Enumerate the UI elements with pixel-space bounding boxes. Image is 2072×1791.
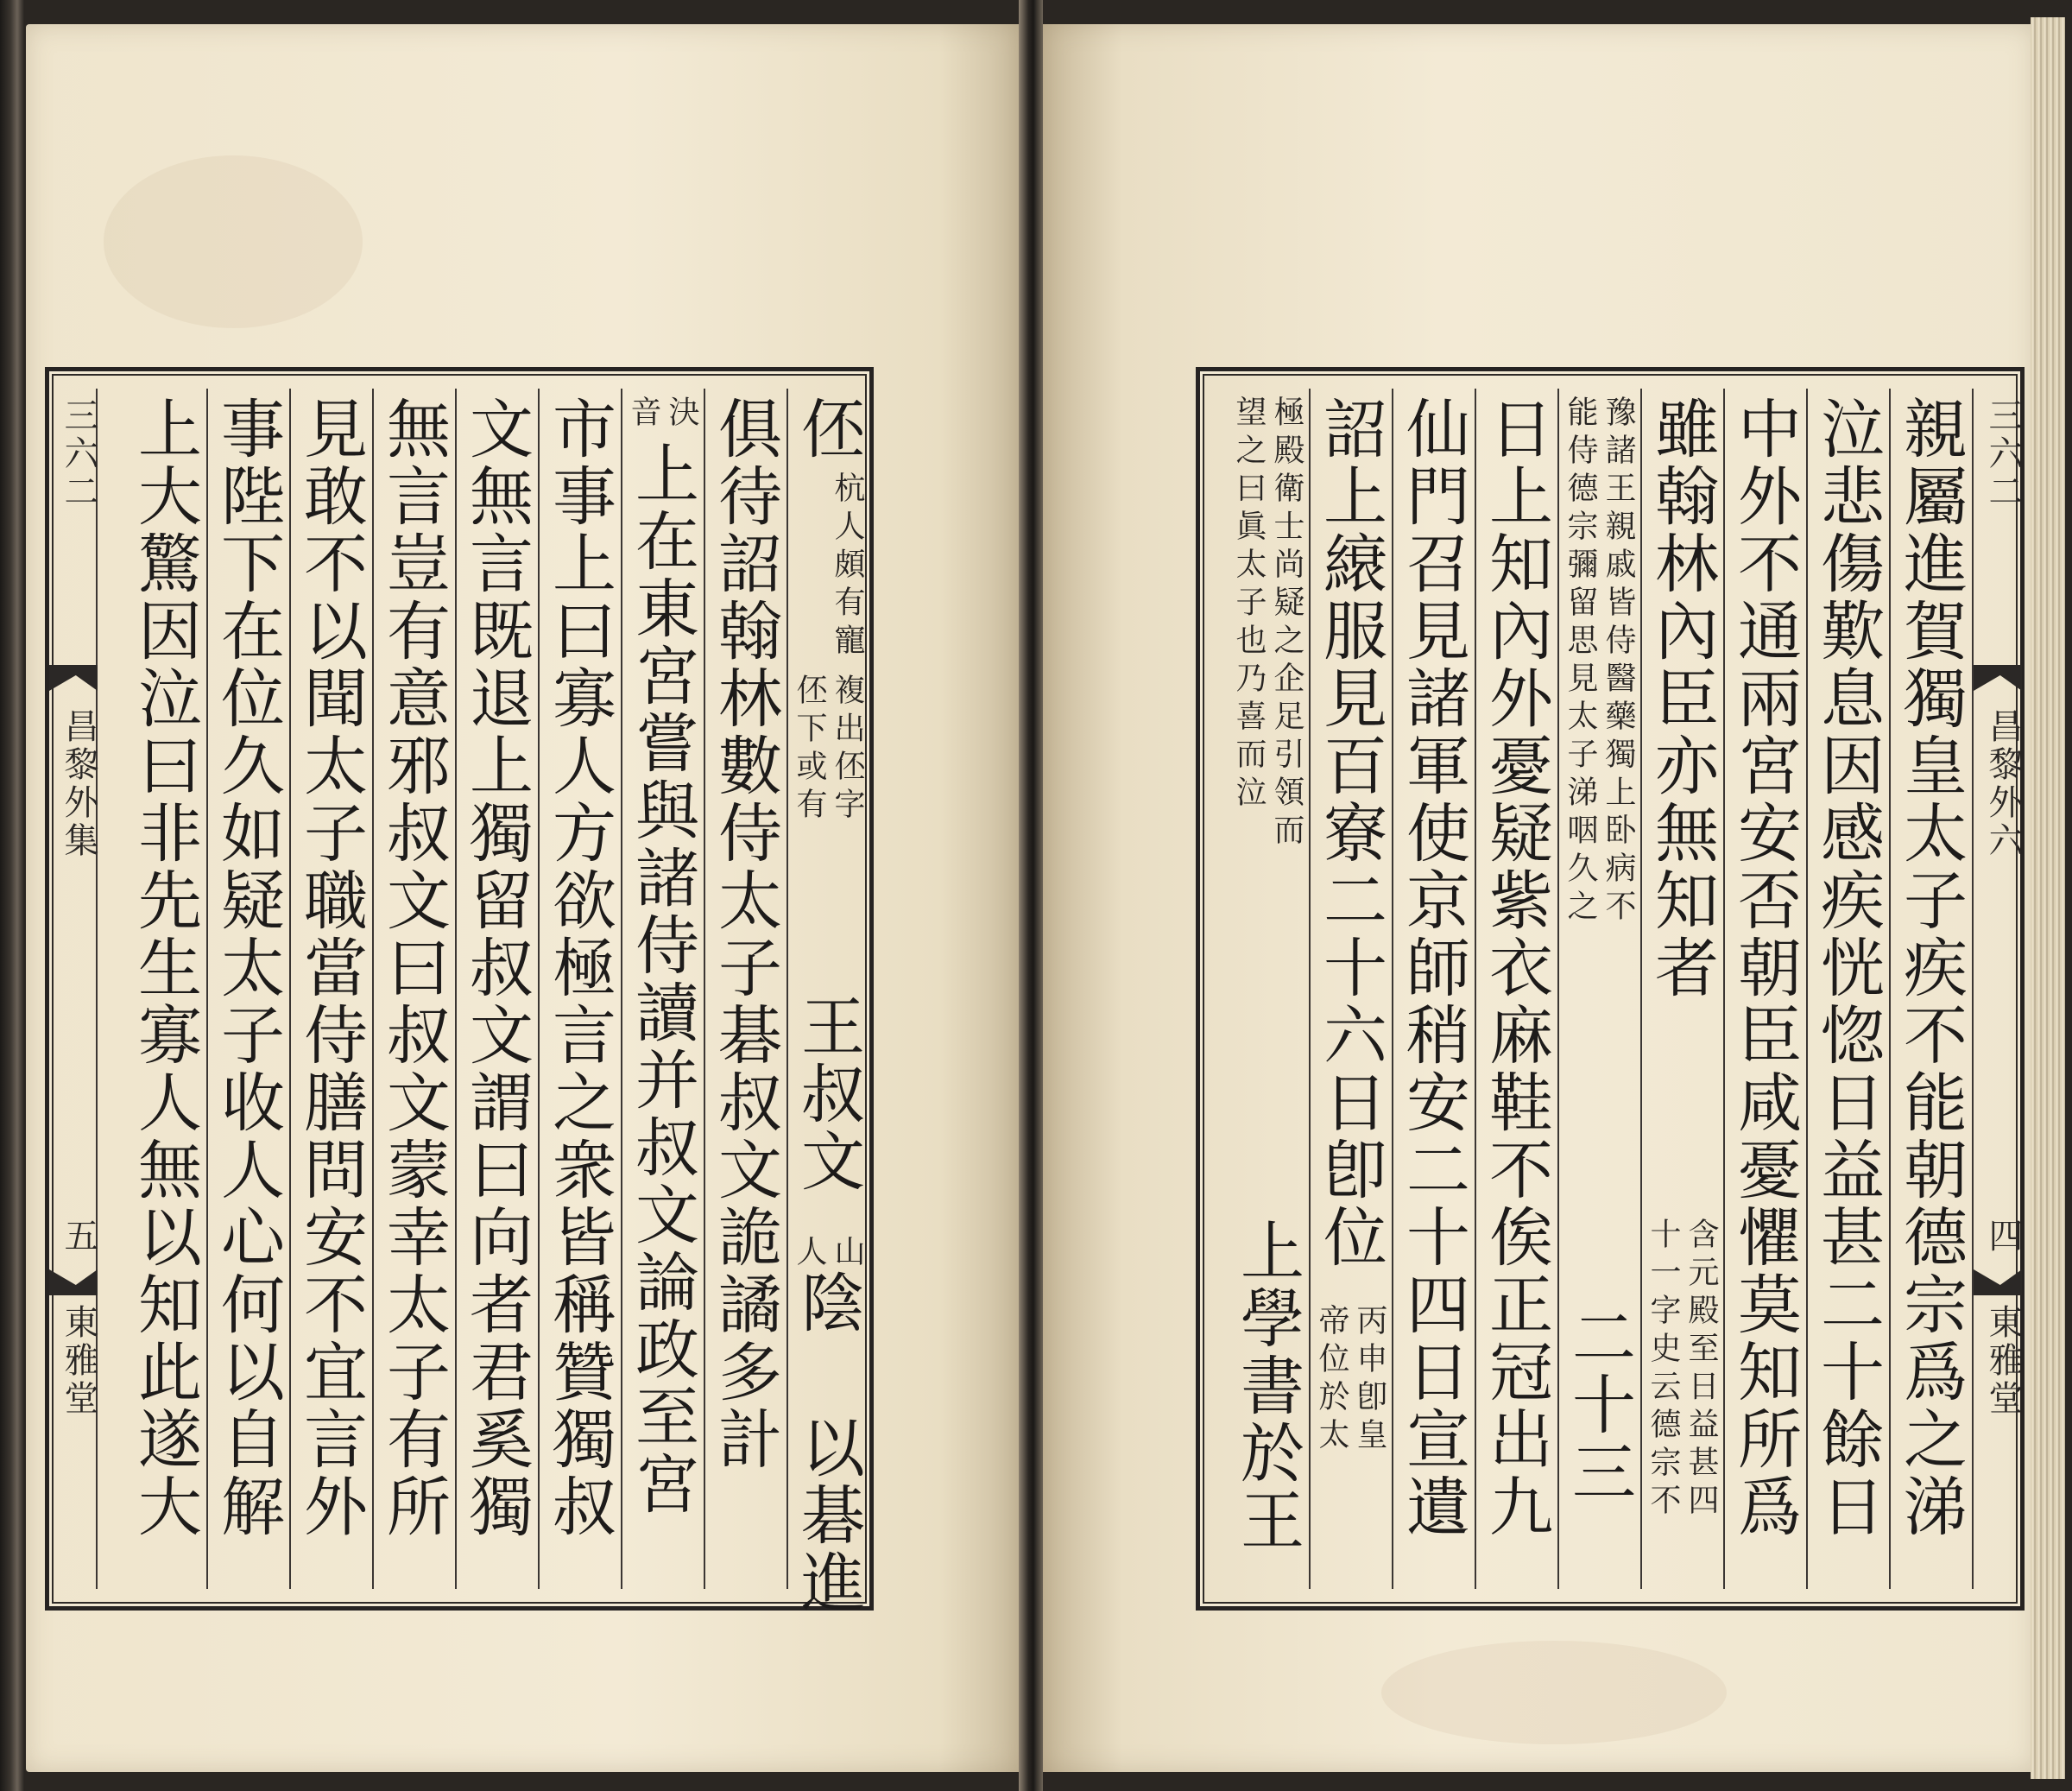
left-block-heart xyxy=(49,389,98,1589)
column-annotation: 複出伾字 xyxy=(830,674,865,826)
left-column-2 xyxy=(704,389,786,1589)
right-column-2 xyxy=(1806,389,1889,1589)
right-column-4 xyxy=(1640,389,1723,1589)
right-column-8 xyxy=(1309,389,1392,1589)
column-text: 雖翰林內臣亦無知者 xyxy=(1645,396,1719,1002)
paper-stain xyxy=(1381,1641,1727,1744)
left-heart-leaf-number: 五 xyxy=(59,1218,98,1256)
left-column-5 xyxy=(455,389,538,1589)
left-heart-studio: 東雅堂 xyxy=(59,1304,98,1418)
column-text: 事陛下在位久如疑太子收人心何以自解 xyxy=(211,396,285,1541)
right-heart-leaf-number: 四 xyxy=(1983,1218,2023,1256)
right-text-frame xyxy=(1196,367,2025,1611)
right-column-1 xyxy=(1889,389,1972,1589)
column-text: 無言豈有意邪叔文曰叔文蒙幸太子有所 xyxy=(376,396,451,1541)
column-annotation: 含元殿至日益甚四 xyxy=(1684,1218,1719,1522)
column-annotation: 丙申卽皇 xyxy=(1352,1304,1387,1456)
column-annotation: 杭人頗有寵 xyxy=(830,471,865,661)
column-text: 王叔文 xyxy=(791,993,865,1195)
column-text: 見敢不以聞太子職當侍膳問安不宜言外 xyxy=(294,396,368,1541)
column-text: 文無言既退上獨留叔文謂曰向者君奚獨 xyxy=(459,396,534,1541)
column-annotation: 伾下或有 xyxy=(792,674,827,826)
left-column-1 xyxy=(786,389,869,1617)
column-text: 上在東宮嘗與諸侍讀并叔文論政至宮 xyxy=(625,440,699,1518)
paper-stain xyxy=(104,155,363,328)
column-text: 中外不通兩宮安否朝臣咸憂懼莫知所爲 xyxy=(1728,396,1802,1541)
right-column-3 xyxy=(1723,389,1806,1589)
column-annotation: 決 xyxy=(664,396,699,434)
column-annotation: 帝位於太 xyxy=(1314,1304,1349,1456)
left-text-frame xyxy=(45,367,874,1617)
left-heart-top-label: 三六二 xyxy=(59,397,98,511)
left-column-9 xyxy=(123,389,206,1589)
right-heart-top-label: 三六二 xyxy=(1983,397,2023,511)
right-heart-studio: 東雅堂 xyxy=(1983,1304,2023,1418)
right-text-columns xyxy=(1200,389,1972,1589)
column-text: 市事上曰寡人方欲極言之衆皆稱贊獨叔 xyxy=(542,396,616,1541)
left-column-7 xyxy=(289,389,372,1589)
upper-fishtail-mark xyxy=(49,665,98,691)
column-text: 親屬進賀獨皇太子疾不能朝德宗爲之涕 xyxy=(1893,396,1968,1541)
book-gutter xyxy=(1019,0,1043,1791)
left-heart-title: 昌黎外集 xyxy=(59,708,98,860)
column-text: 詔上縗服見百寮二十六日卽位 xyxy=(1313,396,1387,1271)
column-text: 二十三 xyxy=(1562,1304,1636,1506)
left-text-columns xyxy=(98,389,869,1617)
column-text: 陰 以碁進 xyxy=(791,1269,865,1617)
right-column-9 xyxy=(1226,389,1309,1589)
lower-fishtail-mark xyxy=(49,1269,98,1295)
column-text: 仙門召見諸軍使京師稍安二十四日宣遺 xyxy=(1396,396,1470,1541)
column-text: 上學書於王 xyxy=(1230,1218,1304,1554)
page-edges xyxy=(2031,17,2065,1779)
column-annotation: 能侍德宗彌留思見太子涕咽久之 xyxy=(1563,396,1598,927)
column-text: 上大驚因泣曰非先生寡人無以知此遂大 xyxy=(128,396,202,1541)
lower-fishtail-mark xyxy=(1974,1269,2022,1295)
left-column-4 xyxy=(538,389,621,1589)
column-annotation: 音 xyxy=(626,396,661,434)
left-column-3 xyxy=(621,389,704,1589)
left-column-8 xyxy=(206,389,289,1589)
right-heart-title: 昌黎外六 xyxy=(1983,708,2023,860)
column-text: 俱待詔翰林數侍太子碁叔文詭譎多計 xyxy=(708,396,782,1473)
right-column-6 xyxy=(1475,389,1557,1589)
column-annotation: 極殿衛士尚疑之企足引領而 xyxy=(1269,396,1304,851)
column-text: 伾 xyxy=(791,396,865,463)
column-text: 日上知內外憂疑紫衣麻鞋不俟正冠出九 xyxy=(1479,396,1553,1541)
right-block-heart xyxy=(1972,389,2023,1589)
right-column-7 xyxy=(1392,389,1475,1589)
right-column-5 xyxy=(1557,389,1640,1589)
column-annotation: 十一字史云德宗不 xyxy=(1646,1218,1681,1522)
left-column-6 xyxy=(372,389,455,1589)
upper-fishtail-mark xyxy=(1974,665,2022,691)
column-annotation: 望之曰眞太子也乃喜而泣 xyxy=(1231,396,1267,813)
column-annotation: 山 xyxy=(830,1235,865,1273)
column-text: 泣悲傷歎息因感疾恍惚日益甚二十餘日 xyxy=(1810,396,1885,1541)
column-annotation: 人 xyxy=(792,1235,827,1273)
column-annotation: 豫諸王親戚皆侍醫藥獨上卧病不 xyxy=(1601,396,1636,927)
